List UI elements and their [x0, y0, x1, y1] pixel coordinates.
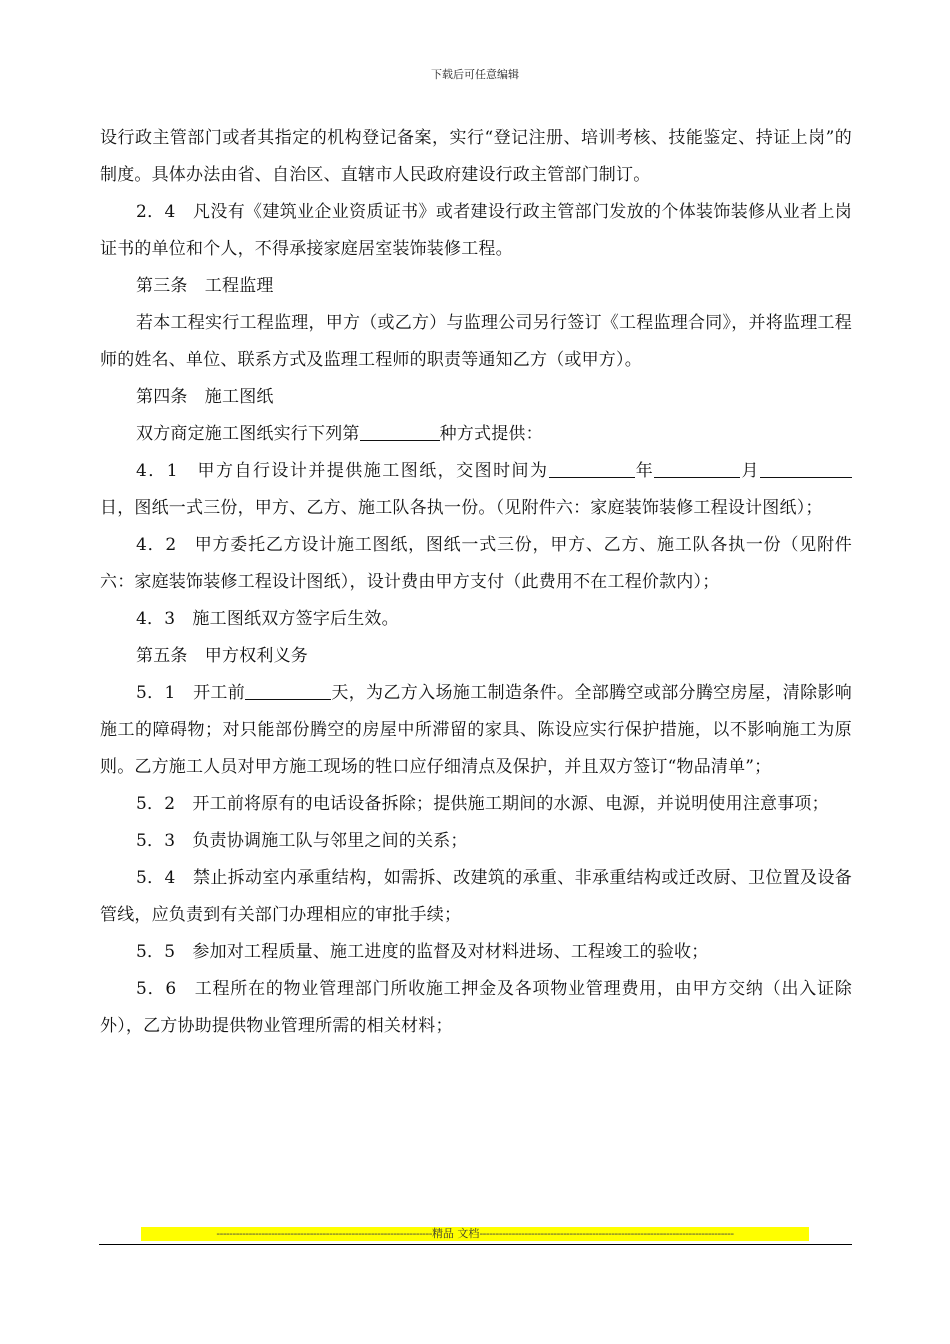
day-blank [760, 459, 844, 478]
clause-4-1 [100, 453, 852, 527]
clause-5-5: 5．5 参加对工程质量、施工进度的监督及对材料进场、工程竣工的验收； [136, 942, 709, 962]
footer-dashes-left: ------------------------------------------------------------------- [216, 1227, 432, 1240]
year-blank [549, 459, 635, 478]
article-3-body: 若本工程实行工程监理，甲方（或乙方）与监理公司另行签订《工程监理合同》，并将监理工程师的姓名、单位、联系方式及监理工程师的职责等通知乙方（或甲方）。 [100, 313, 852, 370]
days-blank [245, 681, 331, 700]
footer-rule [99, 1244, 852, 1245]
clause-5-4: 5．4 禁止拆动室内承重结构，如需拆、改建筑的承重、非承重结构或迁改厨、卫位置及设备管线，应负责到有关部门办理相应的审批手续； [100, 868, 852, 925]
clause-2-4: 2．4 凡没有《建筑业企业资质证书》或者建设行政主管部门发放的个体装饰装修从业者上岗证书的单位和个人，不得承接家庭居室装饰装修工程。 [100, 202, 852, 259]
footer-banner [141, 1227, 809, 1241]
clause-5-1-text-a: 5．1 开工前 [136, 683, 246, 703]
article-5-heading: 第五条 甲方权利义务 [136, 646, 308, 666]
footer-dashes-right: ------------------------------------------------------------------------------- [479, 1227, 734, 1240]
clause-4-1-month: 月 [740, 461, 760, 481]
clause-4-1-text-a: 4．1 甲方自行设计并提供施工图纸，交图时间为 [136, 461, 549, 481]
clause-5-1 [100, 675, 852, 786]
method-blank [360, 422, 440, 441]
clause-5-3: 5．3 负责协调施工队与邻里之间的关系； [136, 831, 468, 851]
clause-4-1-text-d: 日，图纸一式三份，甲方、乙方、施工队各执一份。（见附件六：家庭装饰装修工程设计图纸）； [100, 498, 823, 518]
article-3-heading: 第三条 工程监理 [136, 276, 274, 296]
clause-5-2: 5．2 开工前将原有的电话设备拆除；提供施工期间的水源、电源，并说明使用注意事项； [136, 794, 829, 814]
paragraph-continued: 设行政主管部门或者其指定的机构登记备案，实行“登记注册、培训考核、技能鉴定、持证上岗”的制度。具体办法由省、自治区、直辖市人民政府建设行政主管部门制订。 [100, 128, 852, 185]
document-body [100, 120, 852, 1045]
clause-4-3: 4．3 施工图纸双方签字后生效。 [136, 609, 399, 629]
article-4-intro [100, 416, 852, 453]
clause-5-1-text-b: 天，为乙方入场施工制造条件。全部腾空或部分腾空房屋，清除影响施工的障碍物；对只能部份腾空的房屋中所滞留的家具、陈设应实行保护措施，以不影响施工为原则。乙方施工人员对甲方施工现场的牲口应仔细清点及保护，并且双方签订“物品清单”； [100, 683, 852, 777]
day-blank-cont [844, 459, 852, 478]
article-4-intro-text-b: 种方式提供： [439, 424, 543, 444]
article-4-intro-text-a: 双方商定施工图纸实行下列第 [136, 424, 360, 444]
month-blank [654, 459, 740, 478]
clause-4-1-year: 年 [634, 461, 655, 481]
clause-5-6: 5．6 工程所在的物业管理部门所收施工押金及各项物业管理费用，由甲方交纳（出入证除外），乙方协助提供物业管理所需的相关材料； [100, 979, 852, 1036]
footer-label: 精品 文档 [431, 1227, 480, 1240]
page-header: 下载后可任意编辑 [431, 68, 519, 81]
article-4-heading: 第四条 施工图纸 [136, 387, 274, 407]
clause-4-2: 4．2 甲方委托乙方设计施工图纸，图纸一式三份，甲方、乙方、施工队各执一份（见附件六：家庭装饰装修工程设计图纸），设计费由甲方支付（此费用不在工程价款内）； [100, 535, 852, 592]
